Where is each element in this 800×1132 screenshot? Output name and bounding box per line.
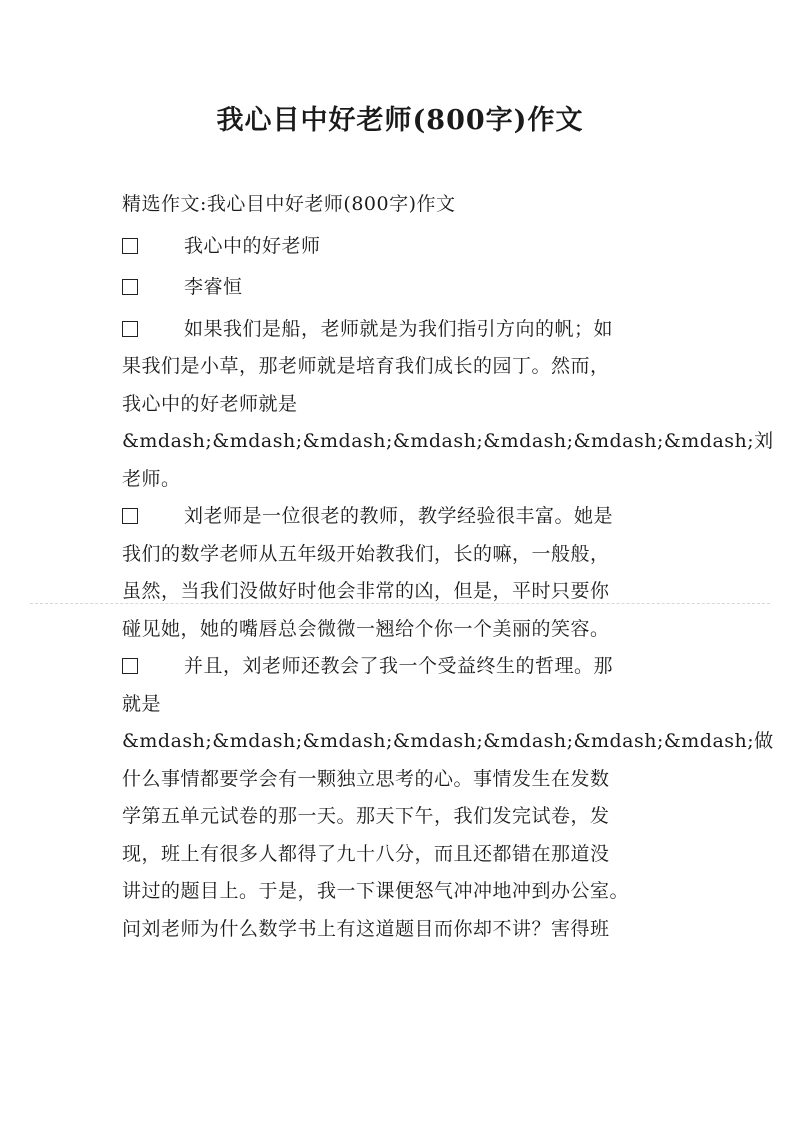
checkbox-square-icon — [122, 658, 138, 674]
line-text: 并且，刘老师还教会了我一个受益终生的哲理。那 — [184, 655, 614, 677]
line-text: 如果我们是船，老师就是为我们指引方向的帆；如 — [184, 317, 614, 340]
text-line — [122, 573, 670, 611]
line-text: 学第五单元试卷的那一天。那天下午，我们发完试卷，发 — [122, 805, 610, 827]
line-text: 问刘老师为什么数学书上有这道题目而你却不讲？害得班 — [122, 917, 610, 940]
paragraph-start-line — [122, 311, 670, 349]
checkbox-square-icon — [122, 508, 138, 524]
line-text: 现，班上有很多人都得了九十八分，而且还都错在那道没 — [122, 842, 610, 865]
line-text: 什么事情都要学会有一颗独立思考的心。事情发生在发数 — [122, 767, 610, 790]
page-title: 我心目中好老师(800字)作文 — [216, 105, 584, 136]
text-line — [122, 723, 774, 761]
text-line — [122, 761, 670, 799]
line-text: 果我们是小草，那老师就是培育我们成长的园丁。然而， — [122, 355, 610, 377]
text-line — [122, 461, 670, 499]
line-text: 就是 — [122, 692, 162, 715]
document-body — [122, 186, 774, 948]
line-text: 我们的数学老师从五年级开始教我们，长的嘛，一般般， — [122, 542, 610, 565]
line-text: 李睿恒 — [184, 276, 243, 298]
text-line — [122, 798, 670, 836]
text-line — [122, 611, 670, 649]
paragraph-start-line — [122, 648, 670, 686]
line-text: &mdash;&mdash;&mdash;&mdash;&mdash;&mdash;&mdash;做 — [122, 730, 774, 752]
paragraph-start-line — [122, 269, 670, 307]
text-line — [122, 386, 670, 424]
checkbox-square-icon — [122, 238, 138, 254]
text-line — [122, 836, 670, 874]
line-text: 老师。 — [122, 467, 181, 490]
text-line — [122, 423, 774, 461]
paragraph-start-line — [122, 498, 670, 536]
line-text: 虽然，当我们没做好时他会非常的凶，但是，平时只要你 — [122, 580, 610, 602]
line-text: 碰见她，她的嘴唇总会微微一翘给个你一个美丽的笑容。 — [122, 617, 610, 640]
line-text: 讲过的题目上。于是，我一下课便怒气冲冲地冲到办公室。 — [122, 880, 630, 902]
text-line — [122, 911, 670, 949]
text-line — [122, 348, 670, 386]
line-text: 我心中的好老师 — [184, 234, 321, 257]
line-text: 刘老师是一位很老的教师，教学经验很丰富。她是 — [184, 505, 614, 527]
text-line — [122, 686, 670, 724]
line-text: &mdash;&mdash;&mdash;&mdash;&mdash;&mdash;&mdash;刘 — [122, 430, 774, 452]
text-line — [122, 536, 670, 574]
line-text: 精选作文:我心目中好老师(800字)作文 — [122, 193, 456, 215]
line-text: 我心中的好老师就是 — [122, 392, 298, 415]
checkbox-square-icon — [122, 279, 138, 295]
checkbox-square-icon — [122, 321, 138, 337]
text-line — [122, 186, 670, 224]
paragraph-start-line — [122, 228, 670, 266]
text-line — [122, 873, 670, 911]
